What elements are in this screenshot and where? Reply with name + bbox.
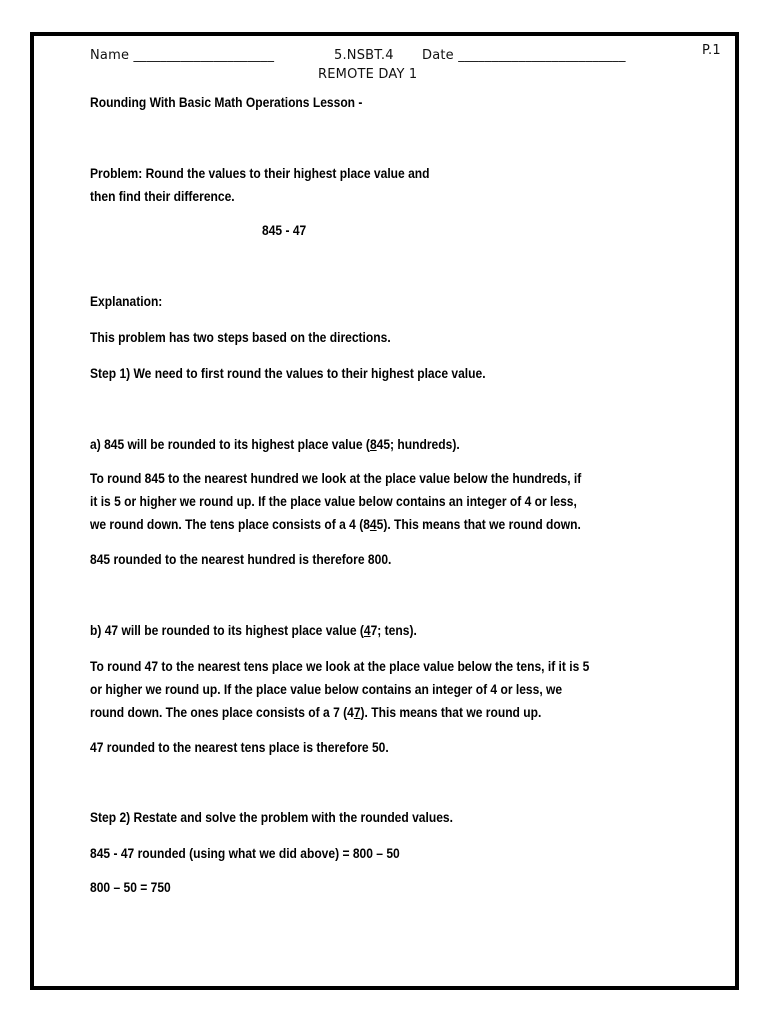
part-a-line-3-end: 5). This means that we round down. bbox=[376, 517, 581, 532]
part-b-line-3-text: round down. The ones place consists of a 7 (4 bbox=[90, 705, 354, 720]
step2-heading: Step 2) Restate and solve the problem with the rounded values. bbox=[90, 810, 453, 825]
part-a-underlined-tens: 4 bbox=[369, 517, 377, 532]
step2-restatement: 845 - 47 rounded (using what we did above) = 800 – 50 bbox=[90, 846, 400, 861]
standard-code: 5.NSBT.4 bbox=[334, 48, 394, 63]
final-answer: 800 – 50 = 750 bbox=[90, 880, 171, 895]
part-a-line-1: To round 845 to the nearest hundred we look at the place value below the hundreds, if bbox=[90, 471, 582, 486]
problem-expression: 845 - 47 bbox=[262, 223, 307, 238]
problem-line-1: Problem: Round the values to their highest place value and bbox=[90, 166, 430, 181]
page-number: P.1 bbox=[702, 43, 721, 58]
explanation-heading: Explanation: bbox=[90, 294, 163, 309]
part-a-explanation bbox=[90, 467, 581, 536]
part-a-line-3 bbox=[90, 513, 581, 536]
step1-heading: Step 1) We need to first round the values to their highest place value. bbox=[90, 366, 486, 381]
part-b-result: 47 rounded to the nearest tens place is therefore 50. bbox=[90, 740, 389, 755]
part-b-line-2: or higher we round up. If the place value below contains an integer of 4 or less, we bbox=[90, 682, 563, 697]
part-a-result: 845 rounded to the nearest hundred is therefore 800. bbox=[90, 552, 392, 567]
part-b-line-1: To round 47 to the nearest tens place we look at the place value below the tens, if it is 5 bbox=[90, 659, 590, 674]
part-b-title-end: 7; tens). bbox=[370, 623, 417, 638]
lesson-title: Rounding With Basic Math Operations Lesson - bbox=[90, 95, 363, 110]
remote-day-label: REMOTE DAY 1 bbox=[318, 67, 418, 82]
part-b-title bbox=[90, 623, 417, 638]
part-b-explanation bbox=[90, 655, 589, 724]
part-a-underlined-digit: 8 bbox=[369, 437, 377, 452]
part-a-title-text: a) 845 will be rounded to its highest place value ( bbox=[90, 437, 370, 452]
part-a-title bbox=[90, 437, 460, 452]
part-b-line-3 bbox=[90, 701, 589, 724]
part-a-line-2: it is 5 or higher we round up. If the place value below contains an integer of 4 or less, bbox=[90, 494, 577, 509]
date-field-label: Date _________________________ bbox=[422, 48, 626, 63]
part-b-underlined-ones: 7 bbox=[353, 705, 361, 720]
problem-line-2: then find their difference. bbox=[90, 189, 235, 204]
part-a-title-end: 45; hundreds). bbox=[376, 437, 460, 452]
part-b-title-text: b) 47 will be rounded to its highest place value ( bbox=[90, 623, 364, 638]
part-b-underlined-digit: 4 bbox=[363, 623, 371, 638]
explanation-intro: This problem has two steps based on the directions. bbox=[90, 330, 391, 345]
name-field-label: Name _____________________ bbox=[90, 48, 275, 63]
part-b-line-3-end: ). This means that we round up. bbox=[360, 705, 542, 720]
part-a-line-3-text: we round down. The tens place consists of a 4 (8 bbox=[90, 517, 370, 532]
problem-statement bbox=[90, 162, 430, 208]
